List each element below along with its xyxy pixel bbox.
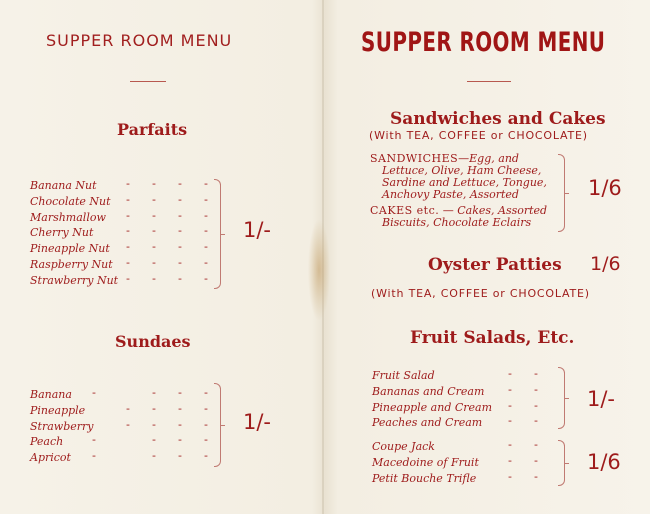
menu-item-label: Peaches and Cream <box>372 416 483 430</box>
leader-dash: - <box>508 453 512 467</box>
sundaes-brace <box>214 383 221 467</box>
menu-item <box>30 417 220 433</box>
leader-dash: - <box>152 417 156 431</box>
menu-item <box>30 448 220 464</box>
menu-item-label: Bananas and Cream <box>372 384 485 398</box>
leader-dash: - <box>152 449 156 463</box>
leader-dash: - <box>204 417 208 431</box>
leader-dash: - <box>534 453 538 467</box>
leader-dash: - <box>508 438 512 451</box>
leader-dash: - <box>204 224 208 238</box>
leader-dash: - <box>152 255 156 269</box>
leader-dash: - <box>204 177 208 190</box>
leader-dash: - <box>204 255 208 269</box>
menu-item <box>30 192 220 208</box>
oyster-patties-heading: Oyster Patties <box>428 255 562 275</box>
menu-item-label: Chocolate Nut <box>30 194 111 208</box>
right-title-rule <box>467 81 511 82</box>
leader-dash: - <box>534 469 538 483</box>
menu-item <box>30 239 220 255</box>
sundaes-price: 1/- <box>243 410 272 434</box>
menu-item <box>30 176 220 192</box>
menu-item-label: Pineapple Nut <box>30 242 110 256</box>
menu-item <box>372 437 562 453</box>
menu-item-label: Fruit Salad <box>372 369 435 382</box>
leader-dash: - <box>178 449 182 463</box>
sandwiches-line-3: Sardine and Lettuce, Tongue, <box>382 176 547 189</box>
menu-item <box>30 432 220 448</box>
leader-dash: - <box>126 224 130 238</box>
sandwiches-line-1: —Egg, and <box>458 152 519 165</box>
sandwiches-cakes-brace <box>558 154 565 232</box>
sundaes-list <box>30 385 220 464</box>
leader-dash: - <box>126 401 130 415</box>
leader-dash: - <box>178 433 182 447</box>
leader-dash: - <box>204 433 208 447</box>
menu-item <box>372 382 562 398</box>
leader-dash: - <box>534 367 538 380</box>
parfaits-price: 1/- <box>243 218 272 242</box>
leader-dash: - <box>534 414 538 428</box>
leader-dash: - <box>152 224 156 238</box>
menu-item-label: Pineapple <box>30 403 86 417</box>
menu-item-label: Pineapple and Cream <box>372 400 493 414</box>
leader-dash: - <box>152 401 156 415</box>
leader-dash: - <box>204 240 208 254</box>
oyster-patties-price: 1/6 <box>590 253 621 275</box>
cakes-description <box>370 205 547 229</box>
leader-dash: - <box>204 192 208 206</box>
right-title: SUPPER ROOM MENU <box>361 27 606 58</box>
leader-dash: - <box>126 192 130 206</box>
menu-item-label: Strawberry <box>30 419 94 433</box>
leader-dash: - <box>126 177 130 190</box>
menu-item <box>30 271 220 287</box>
menu-item-label: Cherry Nut <box>30 226 94 240</box>
leader-dash: - <box>178 401 182 415</box>
left-title: SUPPER ROOM MENU <box>46 31 233 50</box>
menu-item <box>30 385 220 401</box>
fruit-group-2-brace <box>558 440 565 486</box>
sandwiches-cakes-subheading: (With TEA, COFFEE or CHOCOLATE) <box>369 129 588 142</box>
paper-stain <box>308 220 330 320</box>
leader-dash: - <box>204 271 208 285</box>
leader-dash: - <box>92 449 96 463</box>
oyster-patties-subheading: (With TEA, COFFEE or CHOCOLATE) <box>371 287 590 300</box>
leader-dash: - <box>178 255 182 269</box>
leader-dash: - <box>178 208 182 222</box>
fruit-salads-heading: Fruit Salads, Etc. <box>410 328 575 348</box>
leader-dash: - <box>204 401 208 415</box>
leader-dash: - <box>534 382 538 396</box>
parfaits-brace <box>214 179 221 289</box>
leader-dash: - <box>152 192 156 206</box>
left-title-rule <box>130 81 166 82</box>
sandwiches-label: SANDWICHES <box>370 152 459 165</box>
cakes-line-1: — Cakes, Assorted <box>439 204 548 217</box>
sundaes-heading: Sundaes <box>115 332 191 351</box>
leader-dash: - <box>126 240 130 254</box>
menu-item <box>372 453 562 469</box>
leader-dash: - <box>178 177 182 190</box>
leader-dash: - <box>152 208 156 222</box>
sandwiches-description <box>370 153 547 201</box>
leader-dash: - <box>204 449 208 463</box>
parfaits-heading: Parfaits <box>117 120 188 139</box>
sandwiches-line-4: Anchovy Paste, Assorted <box>382 188 519 201</box>
leader-dash: - <box>152 240 156 254</box>
fruit-group-2-price: 1/6 <box>587 450 621 474</box>
leader-dash: - <box>508 398 512 412</box>
sandwiches-cakes-heading: Sandwiches and Cakes <box>390 109 606 129</box>
leader-dash: - <box>534 398 538 412</box>
menu-item <box>372 413 562 429</box>
menu-item <box>30 223 220 239</box>
cakes-label: CAKES etc. <box>370 204 440 217</box>
leader-dash: - <box>152 271 156 285</box>
leader-dash: - <box>178 417 182 431</box>
leader-dash: - <box>152 177 156 190</box>
leader-dash: - <box>508 414 512 428</box>
leader-dash: - <box>508 367 512 380</box>
leader-dash: - <box>178 271 182 285</box>
menu-item-label: Strawberry Nut <box>30 273 119 287</box>
menu-item <box>372 469 562 485</box>
leader-dash: - <box>126 208 130 222</box>
parfaits-list <box>30 176 220 287</box>
fruit-group-1-price: 1/- <box>587 387 616 411</box>
menu-item-label: Peach <box>30 435 64 449</box>
leader-dash: - <box>152 433 156 447</box>
menu-item-label: Coupe Jack <box>372 440 435 453</box>
sandwiches-cakes-price: 1/6 <box>588 176 622 200</box>
leader-dash: - <box>92 433 96 447</box>
menu-item <box>30 401 220 417</box>
menu-item-label: Banana <box>30 388 72 401</box>
leader-dash: - <box>92 386 96 399</box>
fruit-group-1-brace <box>558 367 565 429</box>
leader-dash: - <box>126 417 130 431</box>
cakes-line-2: Biscuits, Chocolate Eclairs <box>382 216 532 229</box>
leader-dash: - <box>178 386 182 399</box>
leader-dash: - <box>204 208 208 222</box>
leader-dash: - <box>534 438 538 451</box>
fruit-group-1-list <box>372 366 562 429</box>
fruit-group-2-list <box>372 437 562 484</box>
leader-dash: - <box>126 271 130 285</box>
leader-dash: - <box>178 240 182 254</box>
leader-dash: - <box>126 255 130 269</box>
menu-item <box>30 255 220 271</box>
menu-item-label: Raspberry Nut <box>30 257 113 271</box>
leader-dash: - <box>204 386 208 399</box>
menu-item <box>30 208 220 224</box>
menu-item <box>372 366 562 382</box>
sandwiches-line-2: Lettuce, Olive, Ham Cheese, <box>382 164 542 177</box>
menu-item-label: Banana Nut <box>30 179 97 192</box>
leader-dash: - <box>152 386 156 399</box>
leader-dash: - <box>178 192 182 206</box>
leader-dash: - <box>508 469 512 483</box>
menu-item-label: Macedoine of Fruit <box>372 455 479 469</box>
menu-item-label: Apricot <box>30 451 71 465</box>
menu-item-label: Petit Bouche Trifle <box>372 471 477 485</box>
menu-item <box>372 398 562 414</box>
menu-item-label: Marshmallow <box>30 210 106 224</box>
leader-dash: - <box>508 382 512 396</box>
leader-dash: - <box>178 224 182 238</box>
